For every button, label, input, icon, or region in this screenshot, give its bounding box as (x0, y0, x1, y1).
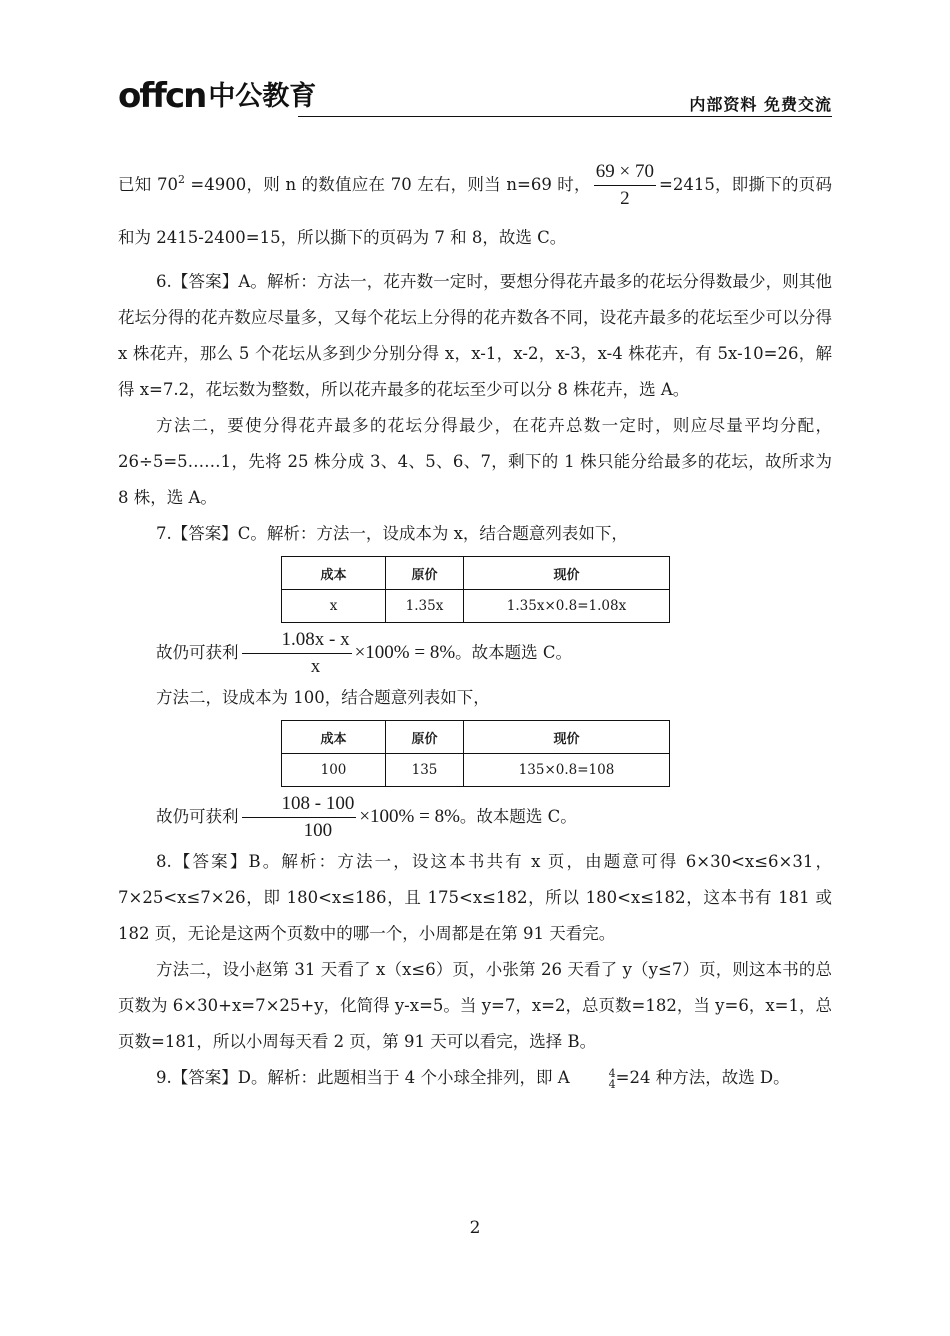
page-number: 2 (469, 1218, 481, 1238)
q5-fraction-denominator: 2 (620, 188, 630, 209)
table-header-row (282, 557, 670, 590)
table-cell: 1.35x×0.8=1.08x (464, 590, 670, 623)
result-prefix: 故仍可获利 (156, 643, 239, 662)
result-suffix: 。故本题选 C。 (459, 807, 577, 826)
page-content (118, 154, 832, 1096)
q6-method1: 6.【答案】A。解析：方法一，花卉数一定时，要想分得花卉最多的花坛分得数最少，则其他花坛分得的花卉数应尽量多，又每个花坛上分得的花卉数各不同，设花卉最多的花坛至少可以分得 x 株花卉，那么 5 个花坛从多到少分别分得 x，x-1，x-2，x-3，x-4 株花卉，有 5x-10=26，解得 x=7.2，花坛数为整数，所以花卉最多的花坛至少可以分 8 株花卉，选 A。 (118, 272, 832, 399)
table-header-cost: 成本 (282, 721, 386, 754)
logo-english: offcn (118, 76, 206, 116)
q5-continuation (118, 154, 832, 264)
q9-text-a: 9.【答案】D。解析：此题相当于 4 个小球全排列，即 A (156, 1068, 570, 1087)
table-header-original: 原价 (386, 557, 464, 590)
permutation-superscript: 4 (608, 1066, 616, 1080)
q5-fraction-numerator: 69 × 70 (594, 159, 656, 186)
header-rule (298, 116, 832, 117)
percent-expression: ×100% = 8% (359, 806, 460, 827)
q5-text-b: =4900，则 n 的数值应在 70 左右，则当 n=69 时， (184, 175, 591, 194)
offcn-logo (118, 72, 316, 116)
header-tagline: 内部资料 免费交流 (689, 95, 832, 114)
q8-method1: 8.【答案】B。解析：方法一，设这本书共有 x 页，由题意可得 6×30<x≤6×31，7×25<x≤7×26，即 180<x≤186，且 175<x≤182，所以 180<x≤182，这本书有 181 或 182 页，无论是这两个页数中的哪一个，小周都是在第 91 天看完。 (118, 852, 832, 943)
q5-fraction (594, 159, 656, 212)
fraction-denominator: x (310, 656, 321, 677)
fraction-denominator: 100 (303, 820, 333, 841)
q7-result1 (118, 627, 832, 680)
table-header-original: 原价 (386, 721, 464, 754)
table-cell: 100 (282, 754, 386, 787)
q7-result2 (118, 791, 832, 844)
q8-method2: 方法二，设小赵第 31 天看了 x（x≤6）页，小张第 26 天看了 y（y≤7）页，则这本书的总页数为 6×30+x=7×25+y，化简得 y-x=5。当 y=7，x=2，总页数=182，当 y=6，x=1，总页数=181，所以小周每天看 2 页，第 91 天可以看完，选择 B。 (118, 960, 832, 1051)
table-cell: 135 (386, 754, 464, 787)
table-row (282, 590, 670, 623)
result-suffix: 。故本题选 C。 (455, 643, 573, 662)
table-cell: 1.35x (386, 590, 464, 623)
table-cell: x (282, 590, 386, 623)
profit-fraction (242, 627, 352, 680)
q5-text-a: 已知 70 (118, 175, 178, 194)
profit-fraction (242, 791, 357, 844)
table-cell: 135×0.8=108 (464, 754, 670, 787)
q7-intro2: 方法二，设成本为 100，结合题意列表如下， (156, 688, 490, 707)
result-prefix: 故仍可获利 (156, 807, 239, 826)
q7-table2 (281, 720, 670, 787)
q7-table1 (281, 556, 670, 623)
permutation-subscript: 4 (608, 1077, 616, 1091)
q9-text-b: =24 种方法，故选 D。 (615, 1068, 790, 1087)
q5-text-c: =2415，即撕下的页码和为 2415-2400=15，所以撕下的页码为 7 和 8，故选 C。 (118, 175, 832, 247)
logo-chinese: 中公教育 (208, 81, 317, 112)
fraction-numerator: 108 - 100 (242, 791, 357, 818)
table-row (282, 754, 670, 787)
permutation-indices (571, 1068, 616, 1090)
page-header (118, 72, 832, 118)
q5-exponent: 2 (177, 173, 185, 186)
table-header-current: 现价 (464, 721, 670, 754)
table-header-current: 现价 (464, 557, 670, 590)
q7-intro1: 7.【答案】C。解析：方法一，设成本为 x，结合题意列表如下， (156, 524, 628, 543)
q6-method2: 方法二，要使分得花卉最多的花坛分得最少，在花卉总数一定时，则应尽量平均分配，26÷5=5……1，先将 25 株分成 3、4、5、6、7，剩下的 1 株只能分给最多的花坛，故所求为 8 株，选 A。 (118, 416, 832, 507)
percent-expression: ×100% = 8% (354, 642, 456, 663)
fraction-numerator: 1.08x - x (242, 627, 352, 654)
table-header-row (282, 721, 670, 754)
table-header-cost: 成本 (282, 557, 386, 590)
q9-answer (118, 1060, 832, 1096)
